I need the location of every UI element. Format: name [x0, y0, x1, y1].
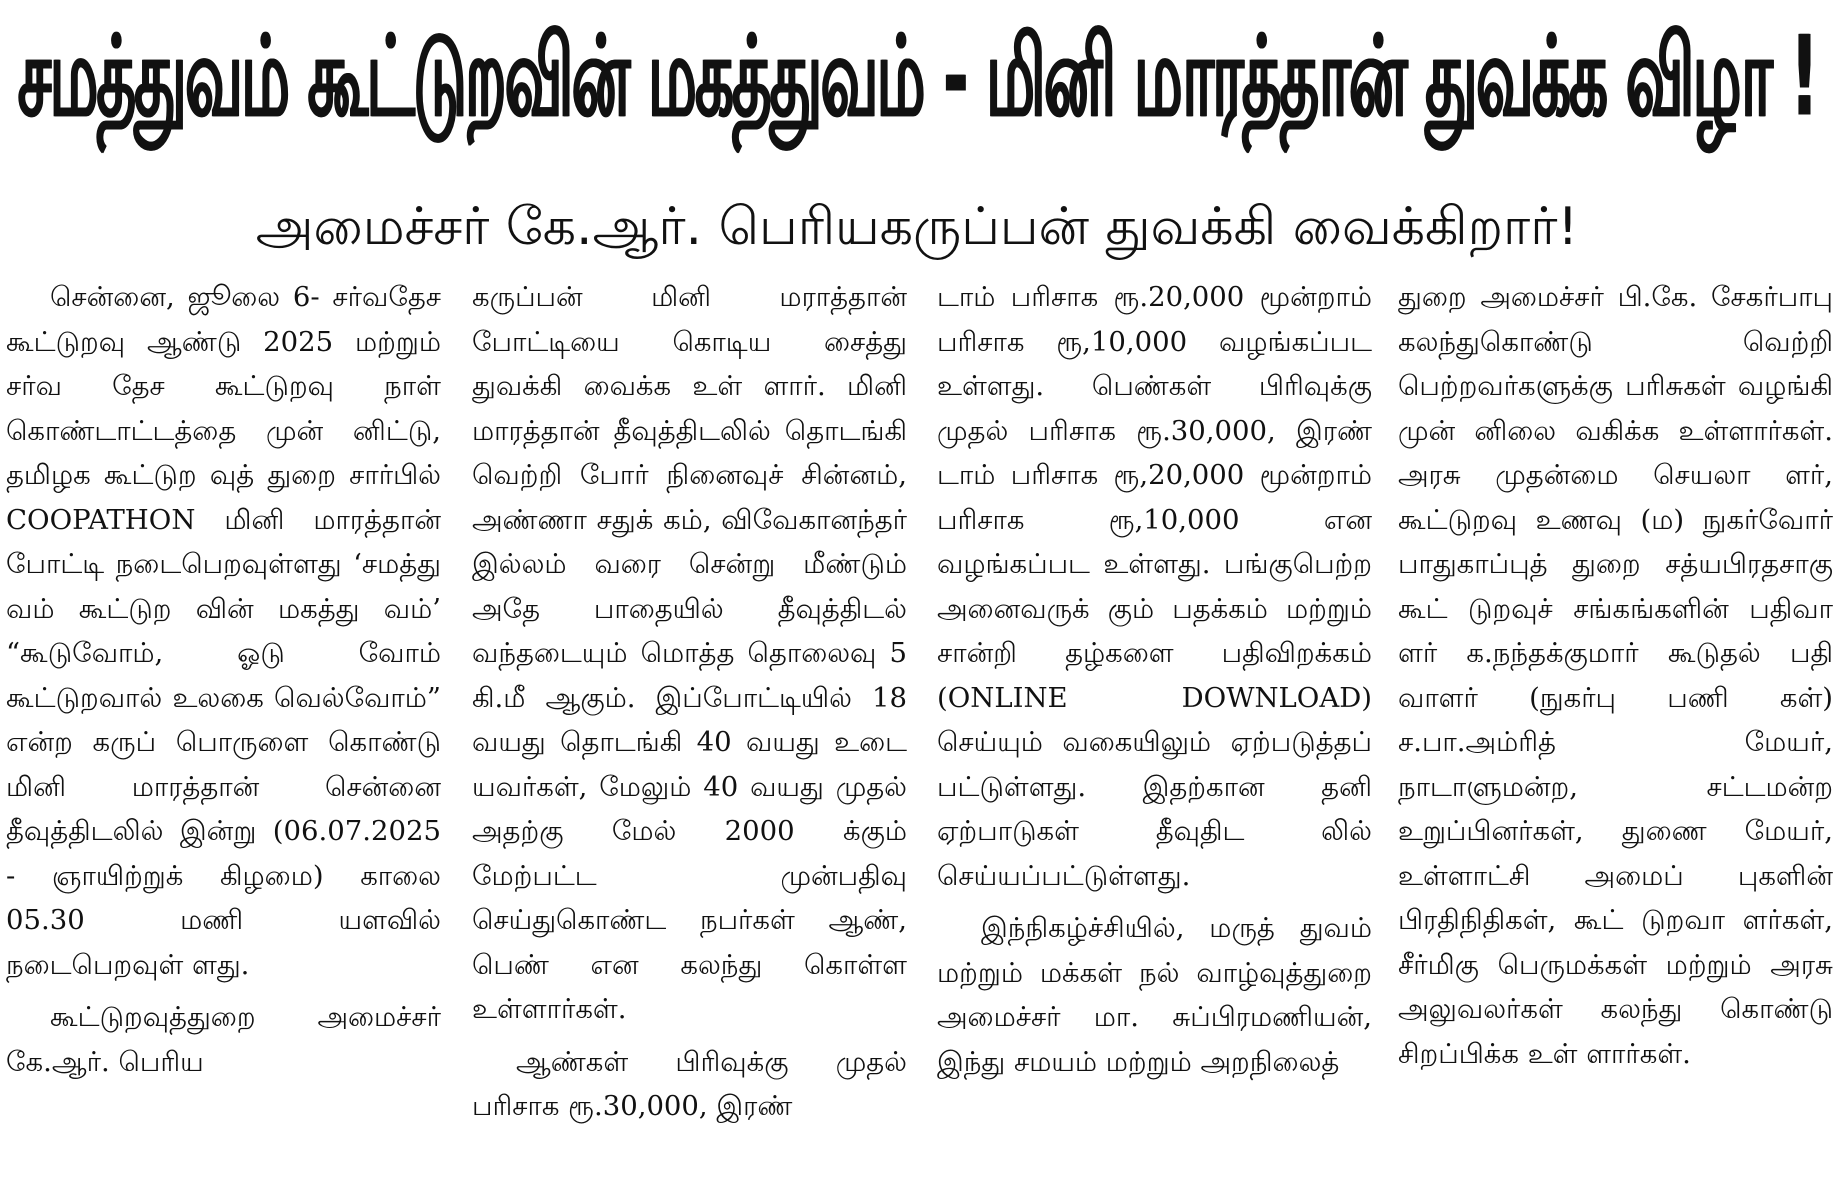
column-3-paragraph-2: இந்நிகழ்ச்சியில், மருத் துவம் மற்றும் மக்கள் நல் வாழ்வுத்துறை அமைச்சர் மா. சுப்பிரமணியன், இந்து சமயம் மற்றும் அறநிலைத்: [937, 912, 1372, 1078]
article-column-1: [6, 275, 441, 1195]
column-2-paragraph-2: ஆண்கள் பிரிவுக்கு முதல் பரிசாக ரூ.30,000, இரண்: [472, 1045, 907, 1122]
column-4-paragraph-1: துறை அமைச்சர் பி.கே. சேகர்பாபு கலந்துகொண்டு வெற்றி பெற்றவர்களுக்கு பரிசுகள் வழங்கி முன் னிலை வகிக்க உள்ளார்கள். அரசு முதன்மை செயலா ளர், கூட்டுறவு உணவு (ம) நுகர்வோர் பாதுகாப்புத் துறை சத்யபிரதசாகு கூட் டுறவுச் சங்கங்களின் பதிவா ளர் க.நந்தக்குமார் கூடுதல் பதி வாளர் (நுகர்பு பணி கள்) ச.பா.அம்ரித் மேயர், நாடாளுமன்ற, சட்டமன்ற உறுப்பினர்கள், துணை மேயர், உள்ளாட்சி அமைப் புகளின் பிரதிநிதிகள், கூட் டுறவா ளர்கள், சீர்மிகு பெருமக்கள் மற்றும் அரசு அலுவலர்கள் கலந்து கொண்டு சிறப்பிக்க உள் ளார்கள்.: [1398, 281, 1833, 1070]
headline: [0, 0, 1834, 169]
article-column-2: [472, 275, 907, 1195]
column-3-paragraph-1: டாம் பரிசாக ரூ.20,000 மூன்றாம் பரிசாக ரூ,10,000 வழங்கப்பட உள்ளது. பெண்கள் பிரிவுக்கு முதல் பரிசாக ரூ.30,000, இரண் டாம் பரிசாக ரூ,20,000 மூன்றாம் பரிசாக ரூ,10,000 என வழங்கப்பட உள்ளது. பங்குபெற்ற அனைவருக் கும் பதக்கம் மற்றும் சான்றி தழ்களை பதிவிறக்கம் (ONLINE DOWNLOAD) செய்யும் வகையிலும் ஏற்படுத்தப் பட்டுள்ளது. இதற்கான தனி ஏற்பாடுகள் தீவுதிட லில் செய்யப்பட்டுள்ளது.: [937, 281, 1372, 892]
subheadline: [0, 188, 1834, 266]
headline-text: சமத்துவம் கூட்டுறவின் மகத்துவம் - மினி மாரத்தான் துவக்க விழா !: [17, 12, 1817, 141]
article-column-4: [1398, 275, 1833, 1195]
column-1-paragraph-2: கூட்டுறவுத்துறை அமைச்சர் கே.ஆர். பெரிய: [6, 1001, 441, 1078]
subheadline-text: அமைச்சர் கே.ஆர். பெரியகருப்பன் துவக்கி வைக்கிறார்!: [255, 197, 1579, 257]
column-1-paragraph-1: சென்னை, ஜூலை 6- சர்வதேச கூட்டுறவு ஆண்டு 2025 மற்றும் சர்வ தேச கூட்டுறவு நாள் கொண்டாட்டத்தை முன் னிட்டு, தமிழக கூட்டுற வுத் துறை சார்பில் COOPATHON மினி மாரத்தான் போட்டி நடைபெறவுள்ளது ‘சமத்து வம் கூட்டுற வின் மகத்து வம்’ “கூடுவோம், ஓடு வோம் கூட்டுறவால் உலகை வெல்வோம்” என்ற கருப் பொருளை கொண்டு மினி மாரத்தான் சென்னை தீவுத்திடலில் இன்று (06.07.2025 - ஞாயிற்றுக் கிழமை) காலை 05.30 மணி யளவில் நடைபெறவுள் ளது.: [6, 281, 441, 981]
article-column-3: [937, 275, 1372, 1195]
column-2-paragraph-1: கருப்பன் மினி மராத்தான் போட்டியை கொடிய சைத்து துவக்கி வைக்க உள் ளார். மினி மாரத்தான் தீவுத்திடலில் தொடங்கி வெற்றி போர் நினைவுச் சின்னம், அண்ணா சதுக் கம், விவேகானந்தர் இல்லம் வரை சென்று மீண்டும் அதே பாதையில் தீவுத்திடல் வந்தடையும் மொத்த தொலைவு 5 கி.மீ ஆகும். இப்போட்டியில் 18 வயது தொடங்கி 40 வயது உடை யவர்கள், மேலும் 40 வயது முதல் அதற்கு மேல் 2000 க்கும் மேற்பட்ட முன்பதிவு செய்துகொண்ட நபர்கள் ஆண், பெண் என கலந்து கொள்ள உள்ளார்கள்.: [472, 281, 907, 1025]
